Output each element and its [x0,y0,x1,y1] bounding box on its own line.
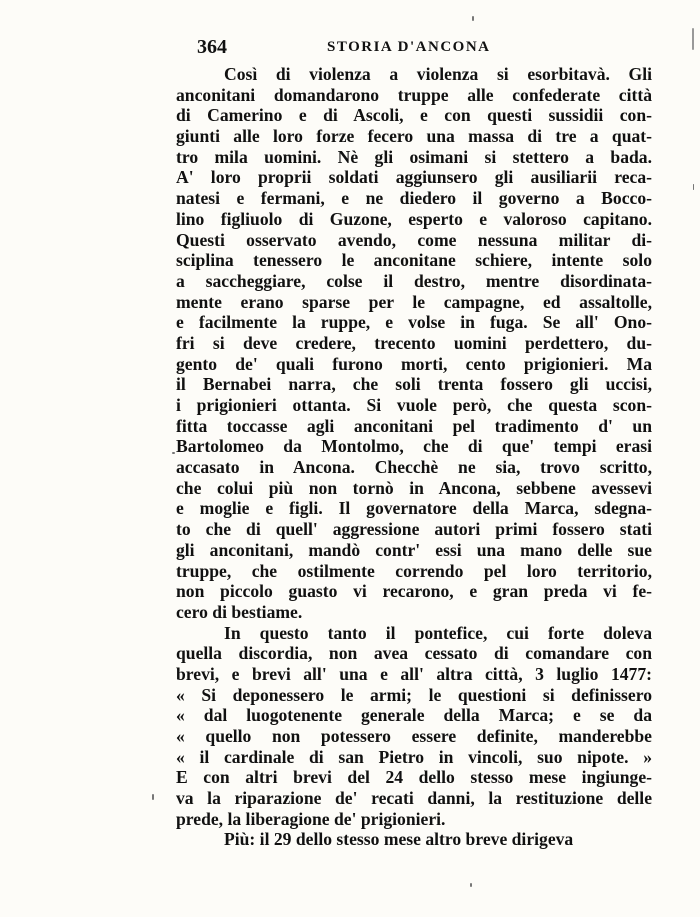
text-line: fri si deve credere, trecento uomini perdettero, du- [176,332,652,353]
text-line: E con altri brevi del 24 dello stesso mese ingiunge- [176,767,652,788]
text-line: accasato in Ancona. Checchè ne sia, trovo scritto, [176,457,652,478]
text-line: gento de' quali furono morti, cento prigionieri. Ma [176,353,652,374]
text-line: e facilmente la ruppe, e volse in fuga. Se all' Ono- [176,312,652,333]
print-speck [693,184,694,190]
body-text [176,64,652,850]
text-line: Questi osservato avendo, come nessuna militar di- [176,229,652,250]
text-line: e moglie e figli. Il governatore della Marca, sdegna- [176,498,652,519]
text-line: brevi, e brevi all' una e all' altra città, 3 luglio 1477: [176,663,652,684]
text-line: cero di bestiame. [176,601,303,622]
text-line: lino figliuolo di Guzone, esperto e valoroso capitano. [176,208,652,229]
text-line: In questo tanto il pontefice, cui forte doleva [224,622,652,643]
text-line: truppe, che ostilmente correndo pel loro territorio, [176,560,652,581]
text-line: di Camerino e di Ascoli, e con questi sussidii con- [176,105,652,126]
text-line: fitta toccasse agli anconitani pel tradimento d' un [176,415,652,436]
text-line: prede, la liberagione de' prigionieri. [176,808,446,829]
text-line: a saccheggiare, colse il destro, mentre disordinata- [176,270,652,291]
text-line: mente erano sparse per le campagne, ed assaltolle, [176,291,652,312]
text-line: anconitani domandarono truppe alle confederate città [176,84,652,105]
text-line: « il cardinale di san Pietro in vincoli, suo nipote. » [176,746,652,767]
text-line: « Si deponessero le armi; le questioni si definissero [176,684,652,705]
text-line: giunti alle loro forze fecero una massa di tre a quat- [176,126,652,147]
print-speck [152,794,154,800]
text-line: to che di quell' aggressione autori primi fossero stati [176,519,652,540]
text-line: A' loro proprii soldati aggiunsero gli ausiliarii reca- [176,167,652,188]
print-speck [172,452,175,454]
text-line: che colui più non tornò in Ancona, sebbene avessevi [176,477,652,498]
print-speck [692,28,694,50]
text-line: « dal luogotenente generale della Marca; e se da [176,705,652,726]
print-speck [472,16,474,21]
text-line: quella discordia, non avea cessato di comandare con [176,643,652,664]
text-line: « quello non potessero essere definite, manderebbe [176,726,652,746]
text-line: tro mila uomini. Nè gli osimani si stettero a bada. [176,146,652,167]
text-line: il Bernabei narra, che soli trenta fossero gli uccisi, [176,374,652,395]
text-line: sciplina tenessero le anconitane schiere, intente solo [176,250,652,271]
page-header [197,36,653,60]
text-line: gli anconitani, mandò contr' essi una mano delle sue [176,539,652,560]
running-title: STORIA D'ANCONA [327,39,491,55]
text-line: Così di violenza a violenza si esorbitavà. Gli [224,64,652,84]
page-number: 364 [197,36,227,58]
text-line: va la riparazione de' recati danni, la restituzione delle [176,788,652,809]
print-speck [470,883,472,887]
text-line: Bartolomeo da Montolmo, che di que' tempi erasi [176,436,652,457]
text-line: natesi e fermani, e ne diedero il governo a Bocco- [176,188,652,209]
text-line: i prigionieri ottanta. Si vuole però, che questa scon- [176,395,652,415]
text-line: Più: il 29 dello stesso mese altro breve dirigeva [224,829,574,850]
text-line: non piccolo guasto vi recarono, e gran preda vi fe- [176,581,652,602]
